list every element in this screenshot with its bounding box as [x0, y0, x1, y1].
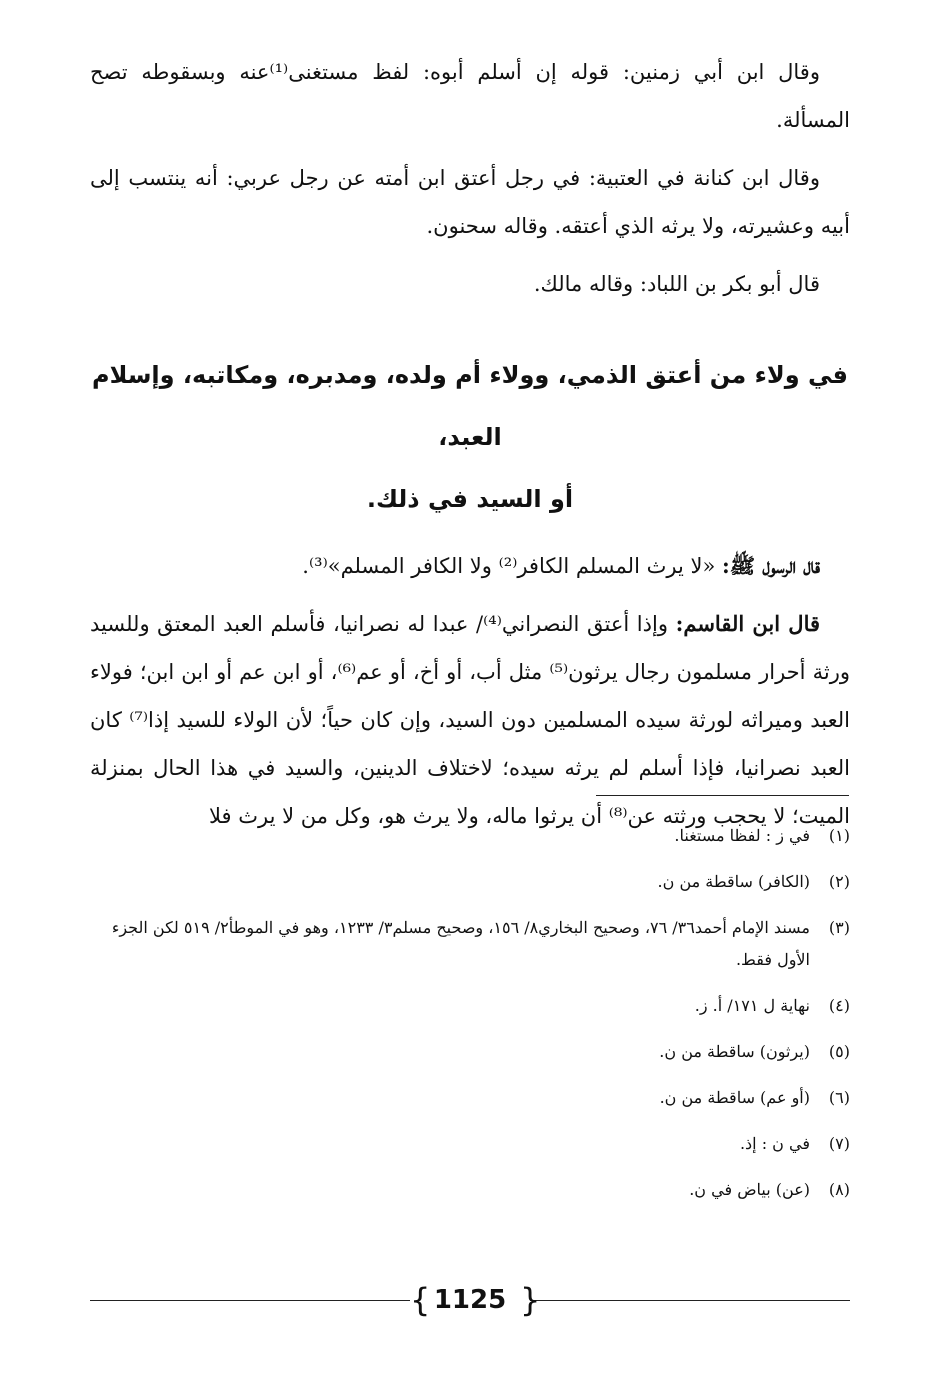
paragraph-ibn-al-labbad: قال أبو بكر بن اللباد: وقاله مالك. — [533, 272, 820, 296]
footnote-text: نهاية ل ١٧١/ أ. ز. — [694, 996, 810, 1015]
paragraph-ibn-al-qasim — [90, 600, 850, 840]
paragraph-ibn-kinana: وقال ابن كنانة في العتبية: في رجل أعتق ابن أمته عن رجل عربي: أنه ينتسب إلى أبيه وعشيرته، ولا يرثه الذي أعتقه. وقاله سحنون. — [90, 166, 850, 238]
main-text — [90, 48, 850, 850]
hadith-text: «لا يرث المسلم الكافر⁽²⁾ ولا الكافر المسلم»⁽³⁾. — [302, 554, 716, 578]
footnote-text: في ز : لفظا مستغنا. — [674, 826, 810, 845]
footnote-text: (أو عم) ساقطة من ن. — [659, 1088, 810, 1107]
footnotes — [90, 820, 850, 1220]
footnote-number: (٢) — [828, 872, 850, 891]
footer-rule-right — [530, 1300, 850, 1301]
page-number: 1125 — [433, 1285, 507, 1315]
footer-rule-left — [90, 1300, 410, 1301]
footnote-item — [90, 1082, 850, 1114]
footnote-number: (٣) — [828, 918, 850, 937]
footnote-text: (الكافر) ساقطة من ن. — [657, 872, 810, 891]
paragraph-hadith — [90, 542, 850, 590]
ibn-qasim-lead: قال ابن القاسم: — [675, 611, 821, 636]
hadith-lead: قال الرسول ﷺ: — [721, 553, 820, 578]
footnote-number: (٧) — [828, 1134, 850, 1153]
footnote-number: (٦) — [828, 1088, 850, 1107]
page-number-bracket-right-icon: } — [520, 1281, 541, 1319]
page-number-bracket-left-icon: { — [410, 1281, 431, 1319]
footnote-item — [90, 1174, 850, 1206]
footnote-item — [90, 912, 850, 976]
footnote-number: (٥) — [828, 1042, 850, 1061]
ibn-qasim-text: وإذا أعتق النصراني⁽⁴⁾/ عبدا له نصرانيا، فأسلم العبد المعتق وللسيد ورثة أحرار مسلمون رجال يرثون⁽⁵⁾ مثل أب، أو أخ، أو عم⁽⁶⁾، أو ابن عم أو ابن ابن؛ فولاء العبد وميراثه لورثة سيده المسلمين دون السيد، وإن كان حياً؛ لأن الولاء للسيد إذا⁽⁷⁾ كان العبد نصرانيا، فإذا أسلم لم يرثه سيده؛ لاختلاف الدينين، والسيد في هذا الحال بمنزلة الميت؛ لا يحجب ورثته عن⁽⁸⁾ أن يرثوا ماله، ولا يرث هو، وكل من لا يرث فلا — [90, 612, 851, 828]
footnote-item — [90, 820, 850, 852]
footnote-item — [90, 990, 850, 1022]
section-heading-line-1: في ولاء من أعتق الذمي، وولاء أم ولده، ومدبره، ومكاتبه، وإسلام العبد، — [92, 361, 848, 451]
footnote-item — [90, 1128, 850, 1160]
section-heading-line-2: أو السيد في ذلك. — [366, 485, 574, 513]
footnote-text: في ن : إذ. — [739, 1134, 810, 1153]
section-heading — [90, 344, 850, 530]
footnote-text: مسند الإمام أحمد٣٦/ ٧٦، وصحيح البخاري٨/ ١٥٦، وصحيح مسلم٣/ ١٢٣٣، وهو في الموطأ٢/ ٥١٩ لكن الجزء الأول فقط. — [111, 918, 810, 969]
footnote-text: (عن) بياض في ن. — [689, 1180, 810, 1199]
page-footer — [90, 1278, 850, 1322]
footnote-text: (يرثون) ساقطة من ن. — [659, 1042, 810, 1061]
footnote-number: (١) — [828, 826, 850, 845]
footnote-item — [90, 1036, 850, 1068]
footnote-number: (٨) — [828, 1180, 850, 1199]
footnote-number: (٤) — [828, 996, 850, 1015]
paragraph-ibn-abi-zamanin: وقال ابن أبي زمنين: قوله إن أسلم أبوه: لفظ مستغنى⁽¹⁾عنه وبسقوطه تصح المسألة. — [90, 60, 850, 132]
footnote-divider — [596, 795, 849, 796]
footnote-item — [90, 866, 850, 898]
